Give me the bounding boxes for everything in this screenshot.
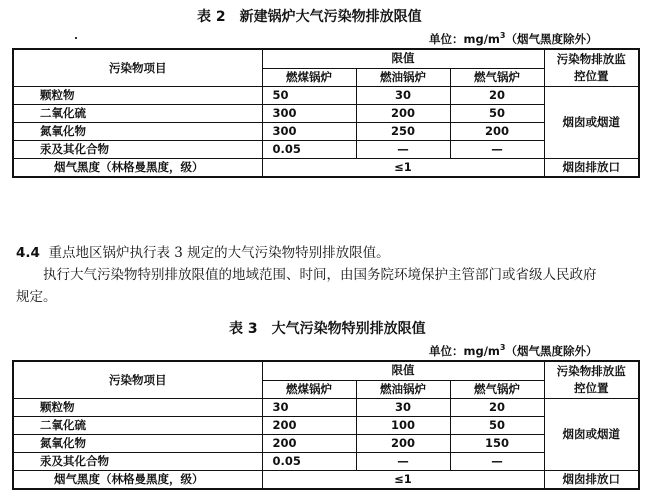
header-limit: 限值: [262, 49, 544, 68]
location-main: 烟囱或烟道: [544, 87, 639, 159]
section-line2: 规定。: [16, 289, 57, 305]
row-gas: 20: [450, 399, 544, 417]
row-gas: 50: [450, 417, 544, 435]
row-oil: 30: [356, 87, 450, 105]
row-oil: 200: [356, 105, 450, 123]
smoke-location: 烟囱排放口: [544, 159, 639, 178]
header-gas: 燃气锅炉: [450, 68, 544, 87]
table2-unit: 单位：$mg/m^3$（烟气黑度除外）: [429, 31, 598, 46]
row-name: 氮氧化物: [13, 123, 262, 141]
row-gas: 20: [450, 87, 544, 105]
table-row: [13, 471, 639, 490]
row-gas: —: [450, 453, 544, 471]
header-coal: 燃煤锅炉: [262, 380, 356, 399]
row-oil: 100: [356, 417, 450, 435]
row-name: 汞及其化合物: [13, 141, 262, 159]
row-gas: —: [450, 141, 544, 159]
row-name: 氮氧化物: [13, 435, 262, 453]
header-coal: 燃煤锅炉: [262, 68, 356, 87]
location-main: 烟囱或烟道: [544, 399, 639, 471]
table3: [12, 360, 640, 490]
row-coal: 0.05: [262, 141, 356, 159]
smoke-name: 烟气黑度（林格曼黑度，级）: [13, 159, 262, 178]
table3-title: 表 3 大气污染物特别排放限值: [229, 321, 426, 337]
header-oil: 燃油锅炉: [356, 380, 450, 399]
section-heading: [16, 241, 390, 261]
smoke-location: 烟囱排放口: [544, 471, 639, 490]
row-oil: 200: [356, 435, 450, 453]
header-limit: 限值: [262, 361, 544, 380]
section-line1: 执行大气污染物特别排放限值的地域范围、时间，由国务院环境保护主管部门或省级人民政府: [43, 267, 597, 283]
stray-dot: [75, 37, 77, 39]
smoke-name: 烟气黑度（林格曼黑度，级）: [13, 471, 262, 490]
row-name: 二氧化硫: [13, 417, 262, 435]
header-item: 污染物项目: [13, 361, 262, 399]
row-gas: 50: [450, 105, 544, 123]
table-row: [13, 87, 639, 105]
row-gas: 200: [450, 123, 544, 141]
header-location: 污染物排放监控位置: [544, 49, 639, 87]
row-name: 颗粒物: [13, 87, 262, 105]
smoke-value: ≤1: [262, 159, 544, 178]
row-coal: 200: [262, 417, 356, 435]
table-row: [13, 159, 639, 178]
row-coal: 50: [262, 87, 356, 105]
row-coal: 0.05: [262, 453, 356, 471]
smoke-value: ≤1: [262, 471, 544, 490]
row-name: 颗粒物: [13, 399, 262, 417]
row-gas: 150: [450, 435, 544, 453]
section-heading-text: 重点地区锅炉执行表 3 规定的大气污染物特别排放限值。: [48, 245, 390, 261]
table2-title: 表 2 新建锅炉大气污染物排放限值: [197, 9, 422, 25]
section-number: 4.4: [16, 245, 40, 261]
header-oil: 燃油锅炉: [356, 68, 450, 87]
row-oil: 250: [356, 123, 450, 141]
table3-unit: 单位：$mg/m^3$（烟气黑度除外）: [429, 343, 598, 358]
table-row: [13, 399, 639, 417]
row-coal: 300: [262, 105, 356, 123]
row-coal: 30: [262, 399, 356, 417]
row-oil: —: [356, 141, 450, 159]
header-location: 污染物排放监控位置: [544, 361, 639, 399]
row-oil: 30: [356, 399, 450, 417]
header-gas: 燃气锅炉: [450, 380, 544, 399]
row-oil: —: [356, 453, 450, 471]
header-item: 污染物项目: [13, 49, 262, 87]
row-name: 汞及其化合物: [13, 453, 262, 471]
row-name: 二氧化硫: [13, 105, 262, 123]
row-coal: 200: [262, 435, 356, 453]
table2: [12, 48, 640, 178]
row-coal: 300: [262, 123, 356, 141]
